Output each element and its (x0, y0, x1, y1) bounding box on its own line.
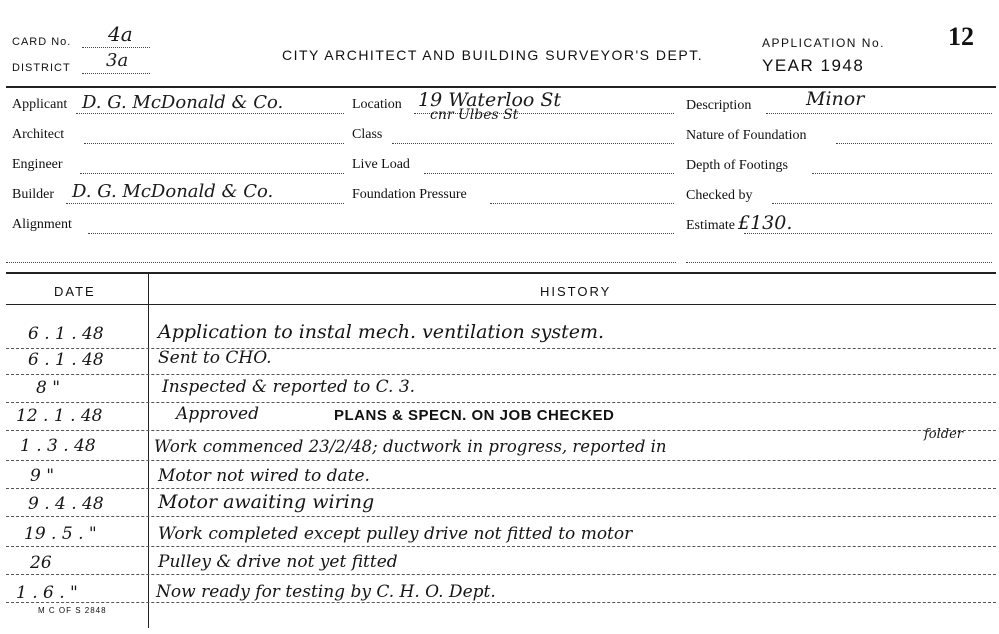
live-load-label: Live Load (352, 157, 410, 172)
history-date: 6 . 1 . 48 (28, 350, 104, 370)
application-number-label: APPLICATION No. (762, 36, 885, 50)
history-date: 8 " (36, 378, 61, 398)
history-text: Now ready for testing by C. H. O. Dept. (156, 582, 496, 602)
history-date: 1 . 3 . 48 (20, 436, 96, 456)
foundation-pressure-label: Foundation Pressure (352, 187, 467, 202)
applicant-label: Applicant (12, 97, 68, 112)
history-text: Approved (176, 404, 259, 424)
builder-value: D. G. McDonald & Co. (72, 181, 274, 202)
estimate-label: Estimate (686, 218, 735, 233)
history-date: 9 . 4 . 48 (28, 494, 104, 514)
history-date: 19 . 5 . " (24, 524, 97, 544)
depth-of-footings-label: Depth of Footings (686, 158, 788, 173)
card-no-value: 4a (108, 22, 133, 46)
architect-label: Architect (12, 127, 65, 142)
class-label: Class (352, 127, 383, 142)
form-code: M C OF S 2848 (38, 606, 107, 615)
district-label: DISTRICT (12, 62, 71, 74)
estimate-value: £130. (738, 212, 793, 234)
location-label: Location (352, 97, 402, 112)
history-text: Motor not wired to date. (158, 466, 370, 486)
district-value: 3a (106, 50, 129, 71)
history-text: Work completed except pulley drive not fitted to motor (158, 524, 633, 544)
nature-of-foundation-label: Nature of Foundation (686, 128, 807, 143)
application-number: 12 (948, 22, 974, 51)
location-value: 19 Waterloo St (418, 89, 562, 111)
history-text: Application to instal mech. ventilation system. (158, 321, 604, 343)
applicant-value: D. G. McDonald & Co. (82, 92, 284, 113)
date-column-header: DATE (54, 284, 96, 299)
alignment-label: Alignment (12, 217, 72, 232)
description-label: Description (686, 98, 752, 113)
history-date: 6 . 1 . 48 (28, 324, 104, 344)
history-column-header: HISTORY (540, 284, 612, 299)
description-value: Minor (806, 88, 865, 110)
history-date: 26 (30, 553, 52, 573)
history-text: Pulley & drive not yet fitted (158, 552, 398, 572)
plans-checked-stamp: PLANS & SPECN. ON JOB CHECKED (334, 407, 615, 424)
history-date: 9 " (30, 466, 55, 486)
history-date: 1 . 6 . " (16, 583, 78, 603)
folder-annotation: folder (924, 427, 964, 442)
engineer-label: Engineer (12, 157, 63, 172)
builder-label: Builder (12, 187, 54, 202)
history-text: Inspected & reported to C. 3. (162, 377, 416, 397)
card-no-label: CARD No. (12, 36, 72, 48)
checked-by-label: Checked by (686, 188, 753, 203)
department-title: CITY ARCHITECT AND BUILDING SURVEYOR'S DEPT. (282, 47, 704, 63)
history-text: Motor awaiting wiring (158, 491, 375, 513)
location-value-cross-street: cnr Ulbes St (430, 107, 519, 123)
year-label: YEAR 1948 (762, 56, 865, 75)
history-text: Work commenced 23/2/48; ductwork in progress, reported in (154, 437, 667, 456)
history-text: Sent to CHO. (158, 348, 272, 368)
history-date: 12 . 1 . 48 (16, 406, 103, 426)
